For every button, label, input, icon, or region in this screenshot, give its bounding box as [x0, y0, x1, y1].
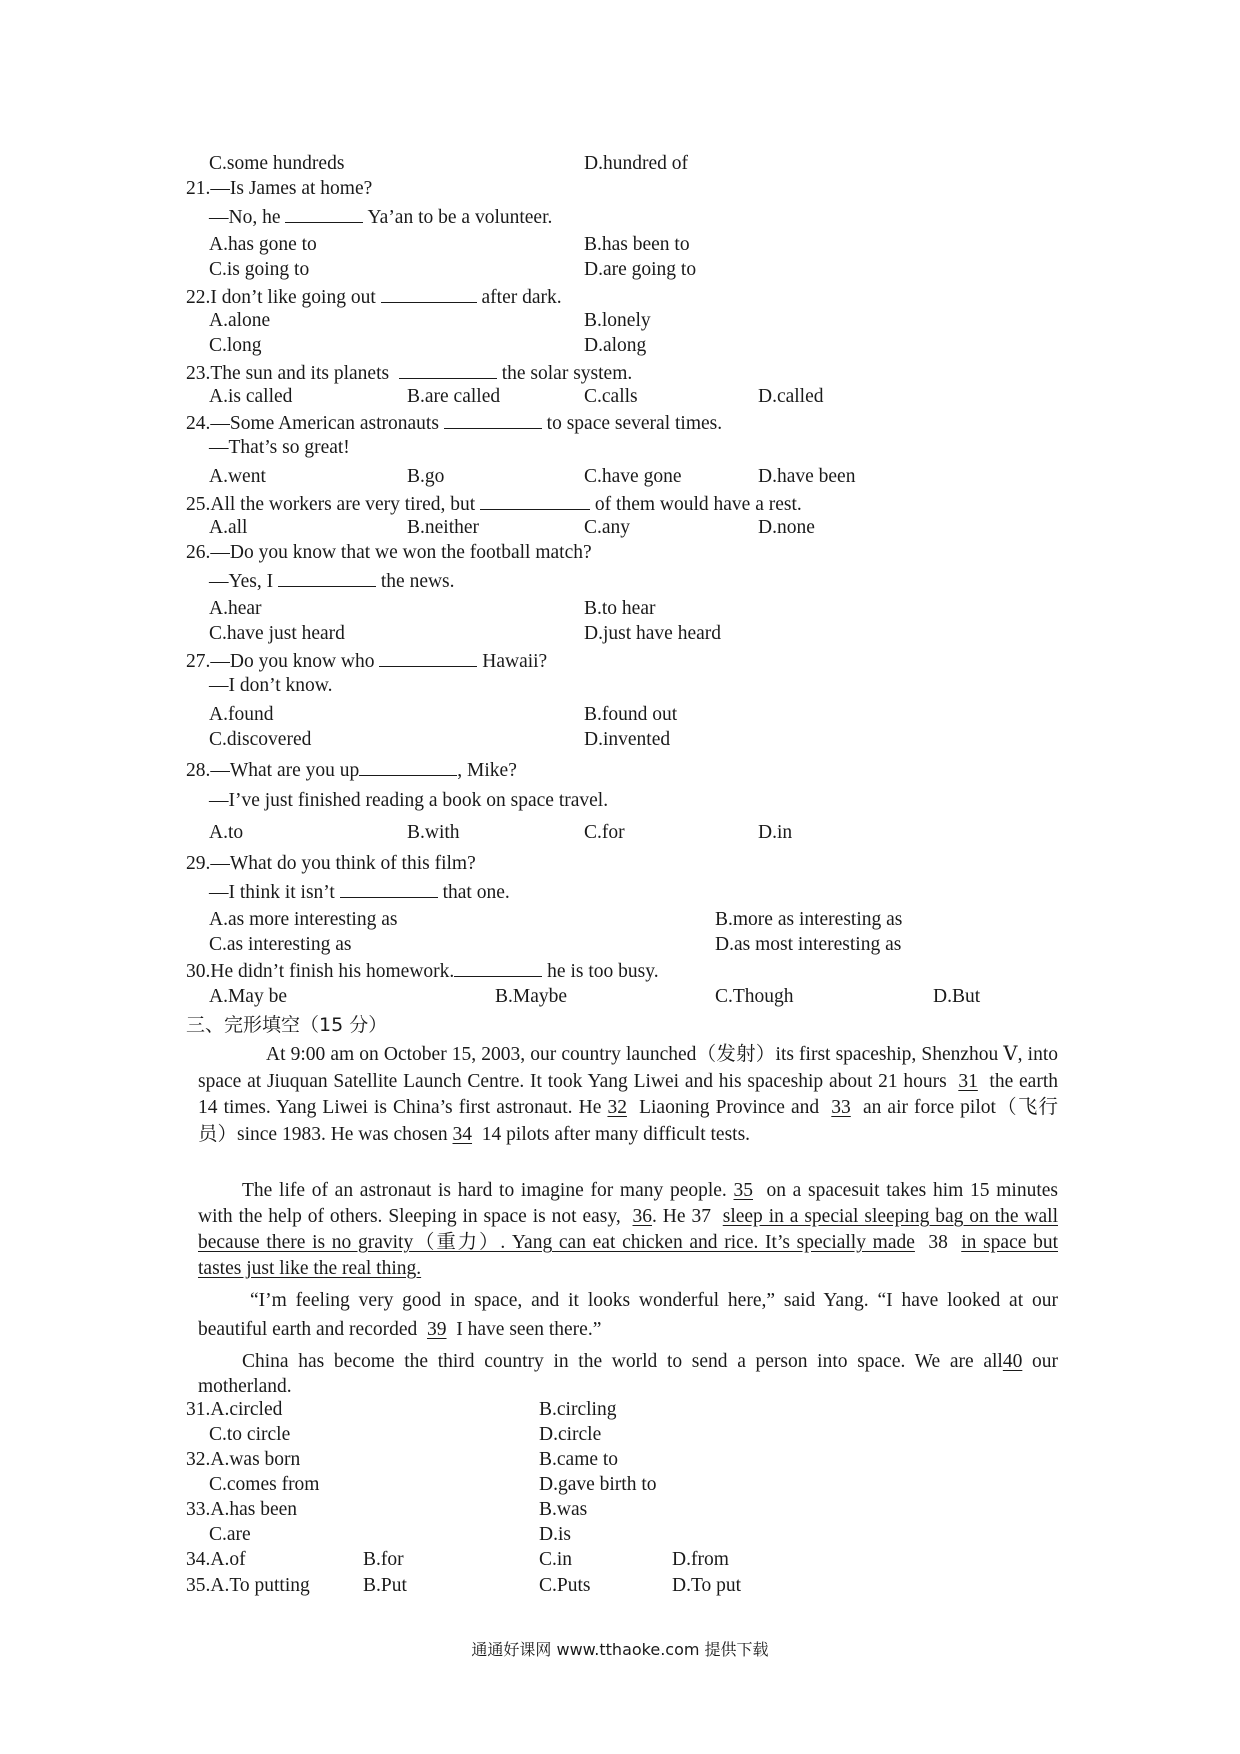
option-b: B.to hear	[584, 598, 656, 619]
question-28-stem: 28.—What are you up , Mike?	[186, 757, 517, 783]
option-c: C.any	[584, 517, 631, 538]
option-b: B.for	[363, 1549, 404, 1570]
option-c: C.have just heard	[209, 623, 345, 644]
option-d: D.just have heard	[584, 623, 721, 644]
question-27-reply: —I don’t know.	[209, 675, 333, 696]
option-d: D.are going to	[584, 259, 697, 280]
option-b: B.circling	[539, 1399, 617, 1420]
option-d: D.none	[758, 517, 815, 538]
option-d: D.in	[758, 822, 793, 843]
option-b: B.lonely	[584, 310, 651, 331]
option-c: C.discovered	[209, 729, 312, 750]
option-c: C.Though	[715, 986, 794, 1007]
option-a: A.as more interesting as	[209, 909, 398, 930]
question-27-stem: 27.—Do you know who Hawaii?	[186, 648, 547, 674]
option-a: A.to	[209, 822, 244, 843]
question-25-stem: 25.All the workers are very tired, but of them would have a rest.	[186, 491, 802, 517]
option-c: C.for	[584, 822, 625, 843]
passage-paragraph: The life of an astronaut is hard to imagine for many people. 35 on a spacesuit takes him 15 minutes with the help of others. Sleeping in space is not easy, 36. He 37 sleep in a special sleeping bag on the wall because there is no gravity（重力）. Yang can eat chicken and rice. It’s specially made 38 in space but tastes just like the real thing.	[198, 1180, 1059, 1279]
answer-blank	[381, 284, 477, 303]
option-d: D.hundred of	[584, 153, 688, 174]
option-a: A.May be	[209, 986, 287, 1007]
option-c: C.some hundreds	[209, 153, 345, 174]
cloze-blank-31: 31	[958, 1070, 978, 1092]
option-b: B.with	[407, 822, 460, 843]
passage-paragraph: At 9:00 am on October 15, 2003, our country launched（发射）its first spaceship, Shenzhou Ⅴ, into space at Jiuquan Satellite Launch Centre. It took Yang Liwei and his spaceship about 21 hours 31 the earth 14 times. Yang Liwei is China’s first astronaut. He 32 Liaoning Province and 33 an air force pilot（飞行员）since 1983. He was chosen 34 14 pilots after many difficult tests.	[198, 1044, 1059, 1145]
cloze-blank-35: 35	[733, 1180, 754, 1201]
question-22-stem: 22.I don’t like going out after dark.	[186, 284, 562, 310]
option-a: A.alone	[209, 310, 271, 331]
cloze-blank-32: 32	[607, 1097, 627, 1118]
passage-paragraph: China has become the third country in the world to send a person into space. We are all40 our motherland.	[198, 1351, 1058, 1397]
option-d: D.from	[672, 1549, 729, 1570]
question-26-stem: 26.—Do you know that we won the football match?	[186, 542, 592, 563]
option-a: A.has gone to	[209, 234, 317, 255]
option-c: C.long	[209, 335, 262, 356]
option-c: C.have gone	[584, 466, 682, 487]
option-a: A.went	[209, 466, 266, 487]
answer-blank	[285, 204, 363, 223]
cloze-blank-39: 39	[427, 1319, 447, 1340]
cloze-blank-34: 34	[452, 1123, 473, 1145]
question-23-stem: 23.The sun and its planets the solar system.	[186, 360, 632, 386]
option-b: B.has been to	[584, 234, 690, 255]
cloze-blank-33: 33	[831, 1097, 851, 1118]
option-d: D.have been	[758, 466, 856, 487]
option-b: B.Maybe	[495, 986, 568, 1007]
answer-blank	[454, 958, 542, 977]
option-d: D.along	[584, 335, 647, 356]
option-d: D.as most interesting as	[715, 934, 902, 955]
option-b: B.more as interesting as	[715, 909, 903, 930]
option-a: 31.A.circled	[186, 1399, 283, 1420]
answer-blank	[480, 491, 590, 510]
option-d: D.invented	[584, 729, 671, 750]
answer-blank	[278, 568, 376, 587]
option-a: 33.A.has been	[186, 1499, 298, 1520]
cloze-blank-37: sleep in a special sleeping bag on the wall because there is no gravity（重力）. Yang can eat chicken and rice. It’s specially made	[198, 1206, 1058, 1253]
option-b: B.Put	[363, 1575, 407, 1596]
option-a: 34.A.of	[186, 1549, 246, 1570]
section-heading: 三、完形填空（15 分）	[186, 1014, 388, 1036]
option-d: D.circle	[539, 1424, 602, 1445]
answer-blank	[340, 879, 438, 898]
question-30-stem: 30.He didn’t finish his homework. he is too busy.	[186, 958, 659, 984]
question-21-stem: 21.—Is James at home?	[186, 178, 373, 199]
option-a: A.hear	[209, 598, 262, 619]
option-b: B.neither	[407, 517, 480, 538]
option-c: C.calls	[584, 386, 638, 407]
option-a: 35.A.To putting	[186, 1575, 310, 1596]
answer-blank	[399, 360, 497, 379]
answer-blank	[444, 410, 542, 429]
option-c: C.to circle	[209, 1424, 291, 1445]
option-a: A.all	[209, 517, 248, 538]
answer-blank	[359, 757, 457, 776]
question-28-reply: —I’ve just finished reading a book on space travel.	[209, 790, 609, 811]
option-c: C.Puts	[539, 1575, 591, 1596]
option-c: C.are	[209, 1524, 251, 1545]
option-d: D.To put	[672, 1575, 742, 1596]
question-26-reply: —Yes, I the news.	[209, 568, 455, 594]
passage-paragraph: “I’m feeling very good in space, and it looks wonderful here,” said Yang. “I have looked at our beautiful earth and recorded 39 I have seen there.”	[198, 1290, 1058, 1340]
option-b: B.go	[407, 466, 445, 487]
answer-blank	[379, 648, 477, 667]
option-c: C.is going to	[209, 259, 310, 280]
option-a: 32.A.was born	[186, 1449, 301, 1470]
question-29-stem: 29.—What do you think of this film?	[186, 853, 476, 874]
option-c: C.in	[539, 1549, 573, 1570]
option-d: D.is	[539, 1524, 571, 1545]
cloze-blank-38: in space but tastes just like the real thing.	[198, 1232, 1059, 1279]
question-29-reply: —I think it isn’t that one.	[209, 879, 510, 905]
option-c: C.comes from	[209, 1474, 320, 1495]
option-b: B.found out	[584, 704, 678, 725]
cloze-blank-36: 36	[632, 1206, 653, 1227]
cloze-blank-40: 40	[1002, 1351, 1023, 1372]
question-24-reply: —That’s so great!	[209, 437, 350, 458]
option-b: B.came to	[539, 1449, 619, 1470]
option-c: C.as interesting as	[209, 934, 352, 955]
option-b: B.are called	[407, 386, 501, 407]
option-d: D.called	[758, 386, 824, 407]
option-b: B.was	[539, 1499, 588, 1520]
option-d: D.But	[933, 986, 981, 1007]
option-d: D.gave birth to	[539, 1474, 657, 1495]
option-a: A.found	[209, 704, 274, 725]
option-a: A.is called	[209, 386, 293, 407]
question-24-stem: 24.—Some American astronauts to space several times.	[186, 410, 722, 436]
question-21-reply: —No, he Ya’an to be a volunteer.	[209, 204, 552, 230]
page-footer: 通通好课网 www.tthaoke.com 提供下载	[471, 1640, 769, 1659]
